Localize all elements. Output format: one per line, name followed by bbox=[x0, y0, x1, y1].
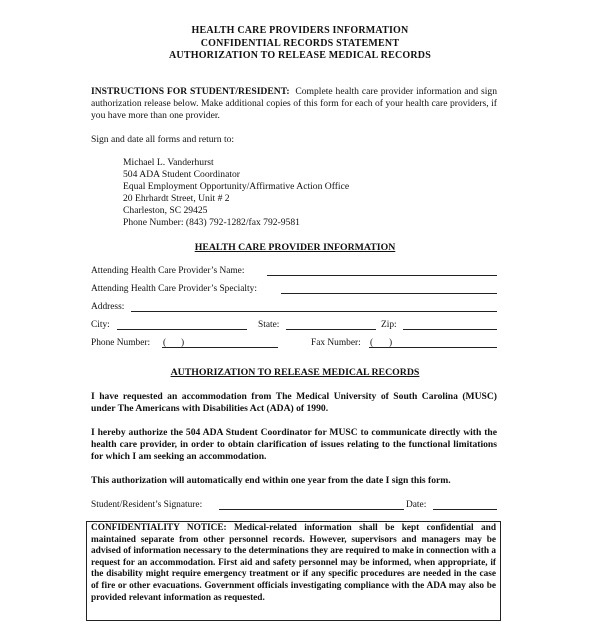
instructions-paragraph bbox=[91, 86, 497, 122]
phone-label: Phone Number: bbox=[91, 338, 151, 348]
phone-paren-close: ) bbox=[181, 338, 185, 348]
provider-specialty-field[interactable] bbox=[281, 293, 497, 294]
authorization-paragraph-3: This authorization will automatically end within one year from the date I sign this form. bbox=[91, 475, 451, 486]
instructions-label: INSTRUCTIONS FOR STUDENT/RESIDENT: bbox=[91, 86, 290, 97]
provider-name-field[interactable] bbox=[267, 275, 497, 276]
phone-paren-open: ( bbox=[163, 338, 167, 348]
signature-label: Student/Resident’s Signature: bbox=[91, 500, 203, 510]
header-title-line-3: AUTHORIZATION TO RELEASE MEDICAL RECORDS bbox=[169, 50, 431, 61]
provider-specialty-label: Attending Health Care Provider’s Specialty: bbox=[91, 284, 257, 294]
provider-address-row bbox=[91, 301, 497, 313]
zip-label: Zip: bbox=[381, 320, 397, 330]
address-street: 20 Ehrhardt Street, Unit # 2 bbox=[123, 193, 230, 204]
address-city: Charleston, SC 29425 bbox=[123, 205, 208, 216]
address-office: Equal Employment Opportunity/Affirmative Action Office bbox=[123, 181, 350, 192]
signature-row bbox=[91, 499, 497, 511]
return-note: Sign and date all forms and return to: bbox=[91, 134, 235, 145]
address-name: Michael L. Vanderhurst bbox=[123, 157, 214, 168]
address-title: 504 ADA Student Coordinator bbox=[123, 169, 240, 180]
authorization-paragraph-1: I have requested an accommodation from The Medical University of South Carolina (MUSC) under The Americans with Disabilities Act (ADA) of 1990. bbox=[91, 391, 497, 414]
city-field[interactable] bbox=[117, 329, 247, 330]
fax-field[interactable] bbox=[369, 347, 497, 348]
date-label: Date: bbox=[406, 500, 427, 510]
phone-field[interactable] bbox=[162, 347, 278, 348]
address-phone: Phone Number: (843) 792-1282/fax 792-9581 bbox=[123, 217, 300, 228]
address-label: Address: bbox=[91, 302, 125, 312]
city-label: City: bbox=[91, 320, 110, 330]
provider-name-label: Attending Health Care Provider’s Name: bbox=[91, 266, 245, 276]
form-header bbox=[0, 25, 600, 63]
address-field[interactable] bbox=[131, 311, 497, 312]
provider-section-heading: HEALTH CARE PROVIDER INFORMATION bbox=[194, 242, 396, 253]
state-label: State: bbox=[258, 320, 280, 330]
fax-label: Fax Number: bbox=[311, 338, 361, 348]
date-field[interactable] bbox=[433, 509, 497, 510]
confidentiality-notice-text: CONFIDENTIALITY NOTICE: Medical-related information shall be kept confidential and maintained separate from other personnel records. However, supervisors and managers may be advised of information necessary to the determinations they are required to make in connection with a request for an accommodation. First aid and safety personnel may be informed, when appropriate, if the disability might require emergency treatment or if any specific procedures are needed in the case of fire or other evacuations. Government officials investigating compliance with the ADA may also be provided relevant information as requested. bbox=[91, 523, 496, 603]
state-field[interactable] bbox=[286, 329, 376, 330]
signature-field[interactable] bbox=[219, 509, 404, 510]
return-address bbox=[123, 157, 349, 229]
zip-field[interactable] bbox=[403, 329, 497, 330]
header-title-line-2: CONFIDENTIAL RECORDS STATEMENT bbox=[200, 37, 400, 49]
confidentiality-notice-box bbox=[86, 521, 501, 621]
phone-fax-row bbox=[91, 337, 497, 349]
city-state-zip-row bbox=[91, 319, 497, 331]
instructions-text: Complete health care provider information and sign authorization release below. Make additional copies of this form for each of your health care providers, if you have more than one provider. bbox=[91, 86, 497, 121]
provider-specialty-row bbox=[91, 283, 497, 295]
header-title-line-1: HEALTH CARE PROVIDERS INFORMATION bbox=[191, 25, 409, 36]
fax-paren-close: ) bbox=[389, 338, 393, 348]
fax-paren-open: ( bbox=[370, 338, 374, 348]
authorization-paragraph-2: I hereby authorize the 504 ADA Student Coordinator for MUSC to communicate directly with the health care provider, in order to obtain clarification of issues relating to the functional limitations for which I am seeking an accommodation. bbox=[91, 427, 497, 462]
provider-name-row bbox=[91, 265, 497, 277]
authorization-section-heading: AUTHORIZATION TO RELEASE MEDICAL RECORDS bbox=[170, 367, 420, 378]
